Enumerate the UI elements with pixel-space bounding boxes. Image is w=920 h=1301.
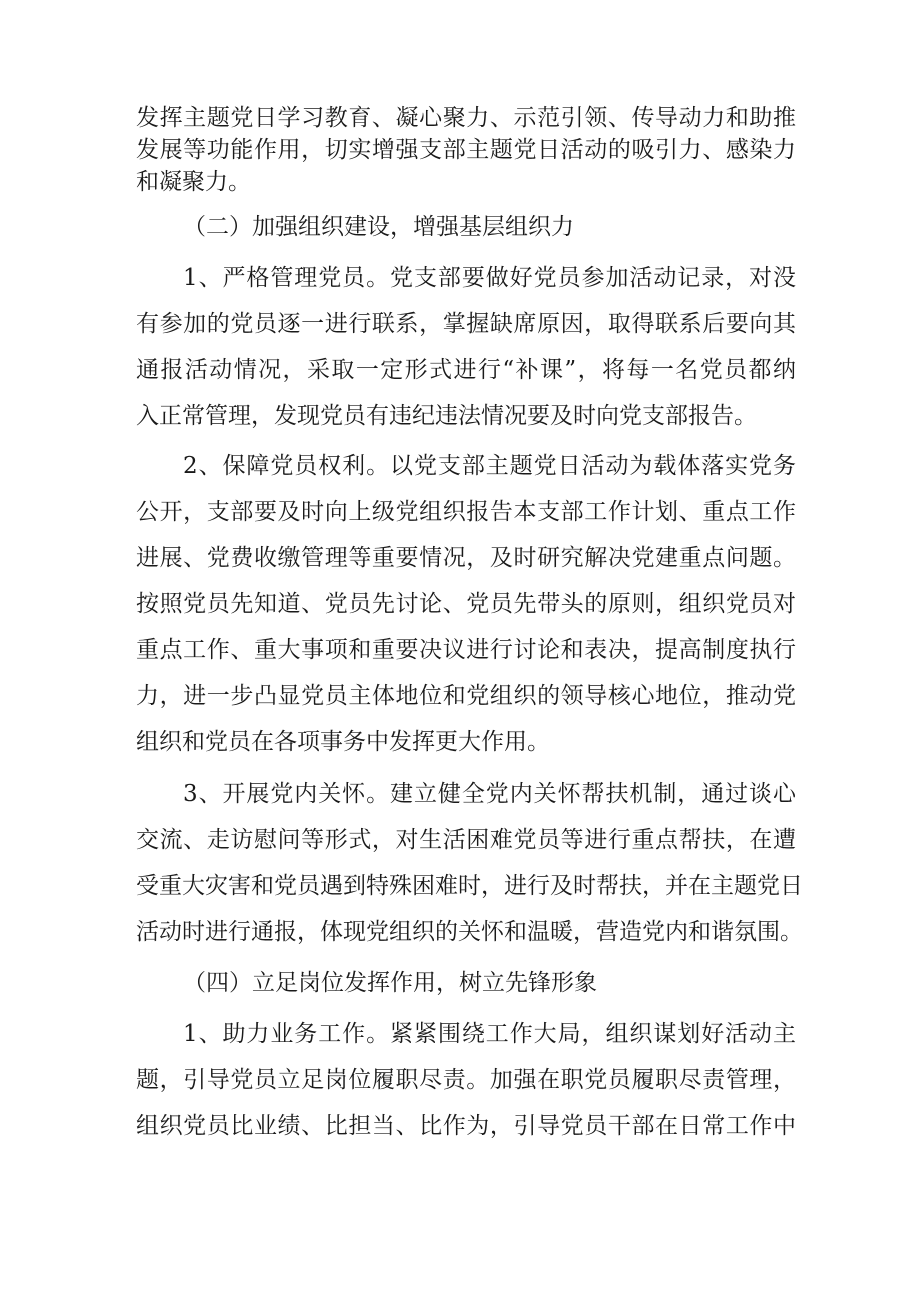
paragraph-line: 入正常管理，发现党员有违纪违法情况要及时向党支部报告。 bbox=[136, 403, 757, 429]
paragraph-line: 交流、走访慰问等形式，对生活困难党员等进行重点帮扶，在遭 bbox=[136, 827, 796, 853]
intro-paragraph-line: 和凝聚力。 bbox=[136, 169, 251, 195]
paragraph-line: 3、开展党内关怀。建立健全党内关怀帮扶机制，通过谈心 bbox=[183, 781, 796, 807]
paragraph-line: 按照党员先知道、党员先讨论、党员先带头的原则，组织党员对 bbox=[136, 591, 796, 617]
paragraph-line: 进展、党费收缴管理等重要情况，及时研究解决党建重点问题。 bbox=[136, 545, 796, 571]
section-heading: （四）立足岗位发挥作用，树立先锋形象 bbox=[183, 970, 597, 996]
paragraph-line: 题，引导党员立足岗位履职尽责。加强在职党员履职尽责管理， bbox=[136, 1067, 796, 1093]
paragraph-line: 受重大灾害和党员遇到特殊困难时，进行及时帮扶，并在主题党日 bbox=[136, 873, 803, 899]
paragraph-line: 1、助力业务工作。紧紧围绕工作大局，组织谋划好活动主 bbox=[183, 1021, 796, 1047]
paragraph-line: 有参加的党员逐一进行联系，掌握缺席原因，取得联系后要向其 bbox=[136, 311, 796, 337]
paragraph-line: 组织党员比业绩、比担当、比作为，引导党员干部在日常工作中 bbox=[136, 1113, 796, 1139]
paragraph-line: 通报活动情况，采取一定形式进行“补课”，将每一名党员都纳 bbox=[136, 357, 796, 383]
intro-paragraph-line: 发展等功能作用，切实增强支部主题党日活动的吸引力、感染力 bbox=[136, 137, 796, 163]
paragraph-line: 力，进一步凸显党员主体地位和党组织的领导核心地位，推动党 bbox=[136, 683, 796, 709]
paragraph-line: 重点工作、重大事项和重要决议进行讨论和表决，提高制度执行 bbox=[136, 637, 796, 663]
intro-paragraph-line: 发挥主题党日学习教育、凝心聚力、示范引领、传导动力和助推 bbox=[136, 105, 796, 131]
paragraph-line: 组织和党员在各项事务中发挥更大作用。 bbox=[136, 729, 550, 755]
paragraph-line: 2、保障党员权利。以党支部主题党日活动为载体落实党务 bbox=[183, 453, 796, 479]
paragraph-line: 公开，支部要及时向上级党组织报告本支部工作计划、重点工作 bbox=[136, 499, 796, 525]
section-heading: （二）加强组织建设，增强基层组织力 bbox=[183, 214, 574, 240]
paragraph-line: 1、严格管理党员。党支部要做好党员参加活动记录，对没 bbox=[183, 265, 796, 291]
paragraph-line: 活动时进行通报，体现党组织的关怀和温暖，营造党内和谐氛围。 bbox=[136, 919, 803, 945]
